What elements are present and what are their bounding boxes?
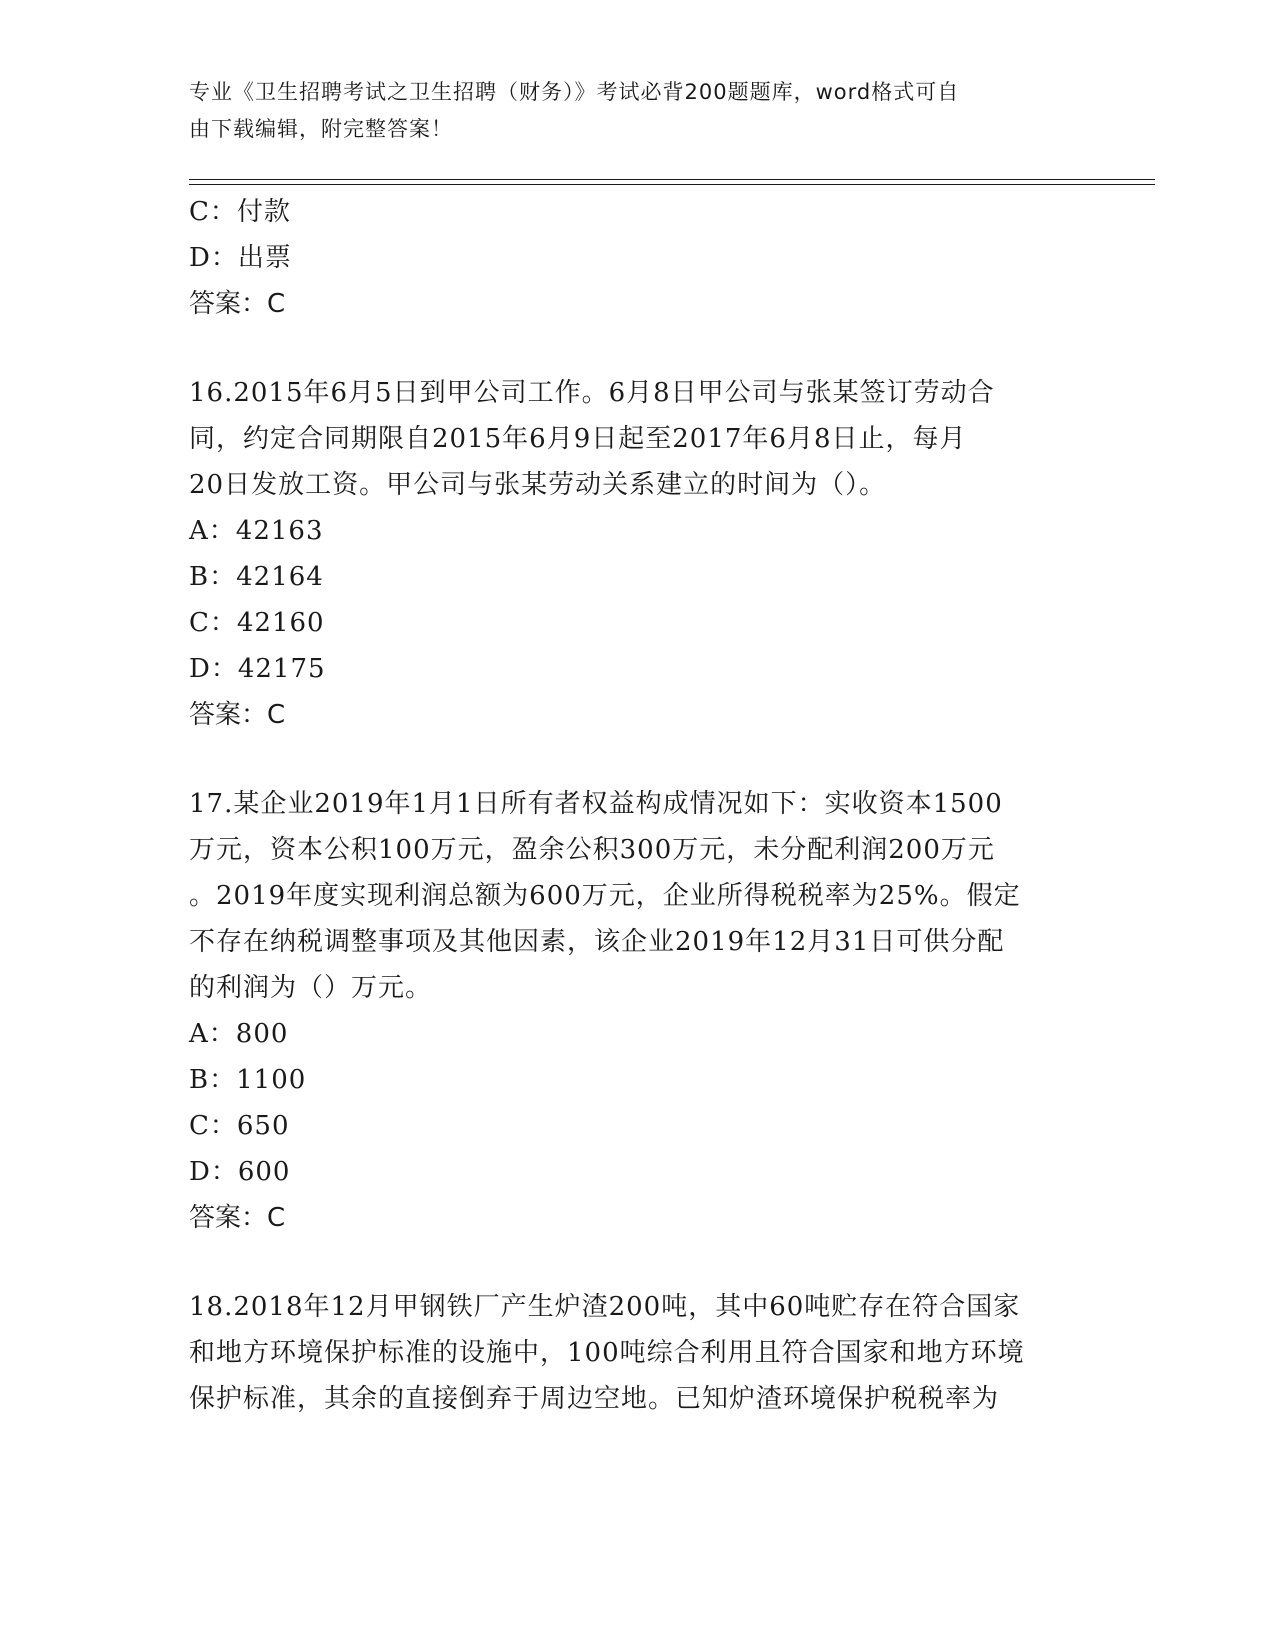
question-18 (189, 1284, 1089, 1422)
question-text-line: 同，约定合同期限自2015年6月9日起至2017年6月8日止，每月 (189, 424, 967, 454)
option-c: C：42160 (189, 608, 325, 638)
header-divider-bottom (189, 184, 1155, 185)
document-header (189, 74, 1089, 148)
option-c: C：650 (189, 1111, 290, 1141)
header-line-1: 专业《卫生招聘考试之卫生招聘（财务）》考试必背200题题库，word格式可自 (189, 80, 960, 104)
header-line-2: 由下载编辑，附完整答案！ (189, 117, 453, 141)
question-text-line: 20日发放工资。甲公司与张某劳动关系建立的时间为（）。 (189, 470, 887, 500)
question-text-line: 16.2015年6月5日到甲公司工作。6月8日甲公司与张某签订劳动合 (189, 378, 995, 408)
option-b: B：1100 (189, 1065, 307, 1095)
option-d: D：42175 (189, 654, 326, 684)
option-b: B：42164 (189, 562, 324, 592)
previous-question-tail (189, 189, 1089, 327)
question-text-line: 万元，资本公积100万元，盈余公积300万元，未分配利润200万元 (189, 835, 995, 865)
option-d: D：出票 (189, 243, 292, 273)
option-c: C：付款 (189, 197, 291, 227)
option-a: A：800 (189, 1019, 289, 1049)
question-text-line: 。2019年度实现利润总额为600万元，企业所得税税率为25%。假定 (189, 881, 1021, 911)
document-body (189, 189, 1089, 1422)
question-17 (189, 781, 1089, 1241)
question-text-line: 和地方环境保护标准的设施中，100吨综合利用且符合国家和地方环境 (189, 1338, 1025, 1368)
option-d: D：600 (189, 1157, 291, 1187)
question-16 (189, 370, 1089, 738)
question-text-line: 的利润为（）万元。 (189, 973, 433, 1003)
answer-line: 答案：C (189, 700, 286, 730)
question-text-line: 保护标准，其余的直接倒弃于周边空地。已知炉渣环境保护税税率为 (189, 1384, 1000, 1414)
answer-line: 答案：C (189, 1203, 286, 1233)
question-text-line: 17.某企业2019年1月1日所有者权益构成情况如下：实收资本1500 (189, 789, 1003, 819)
header-divider-top (189, 179, 1155, 180)
answer-line: 答案：C (189, 289, 286, 319)
question-text-line: 18.2018年12月甲钢铁厂产生炉渣200吨，其中60吨贮存在符合国家 (189, 1292, 1021, 1322)
option-a: A：42163 (189, 516, 324, 546)
question-text-line: 不存在纳税调整事项及其他因素，该企业2019年12月31日可供分配 (189, 927, 1005, 957)
